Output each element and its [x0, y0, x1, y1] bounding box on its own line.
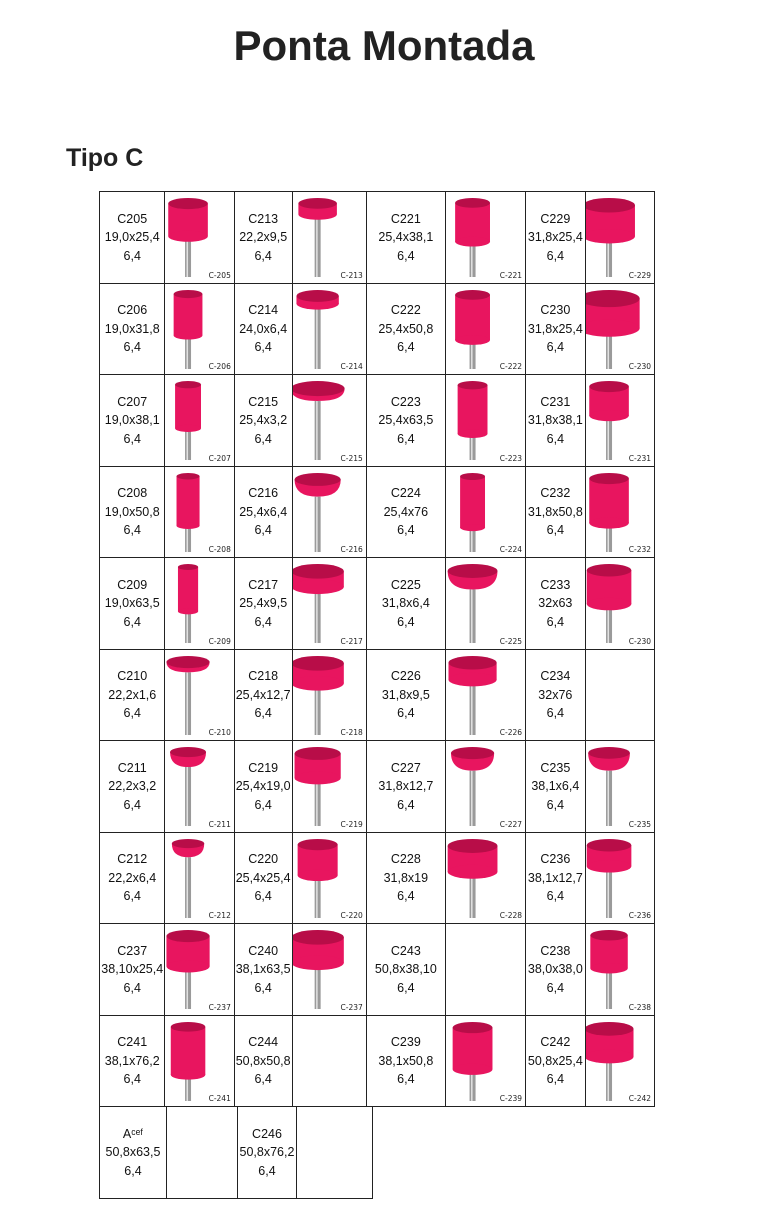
spec-code: C230 — [540, 303, 571, 317]
spec-dim: 19,0x63,5 — [104, 596, 160, 610]
spec-dim: 31,8x12,7 — [378, 779, 434, 793]
image-code-label: C-226 — [499, 728, 523, 737]
image-code-label: C-214 — [340, 362, 363, 371]
spec-code: C216 — [248, 486, 279, 500]
spec-shank: 6,4 — [546, 523, 565, 537]
image-cell — [585, 191, 655, 284]
image-code-label: C-212 — [208, 911, 231, 920]
spec-dim: 25,4x25,4 — [235, 870, 291, 885]
image-code-label: C-225 — [499, 636, 523, 646]
spec-dim: 31,8x25,4 — [527, 230, 583, 244]
spec-code: C213 — [248, 211, 279, 226]
spec-dim: 38,1x76,2 — [104, 1053, 160, 1068]
spec-dim: 22,2x1,6 — [108, 687, 157, 702]
spec-cell — [525, 923, 586, 1016]
spec-cell — [234, 923, 293, 1016]
spec-dim: 38,1x63,5 — [235, 962, 291, 976]
mounted-point-icon — [165, 924, 233, 1015]
spec-code: C224 — [390, 486, 421, 500]
spec-code: C240 — [248, 943, 279, 958]
spec-dim: 38,1x50,8 — [378, 1053, 434, 1068]
mounted-point-icon — [586, 192, 654, 283]
spec-cell — [366, 466, 446, 559]
image-code-label: C-227 — [499, 819, 523, 829]
spec-cell — [525, 466, 586, 559]
spec-code: C225 — [390, 577, 421, 592]
mounted-point-icon — [293, 375, 366, 466]
mounted-point-icon — [586, 558, 654, 649]
spec-cell — [99, 1015, 165, 1108]
spec-shank: 6,4 — [123, 340, 141, 354]
spec-shank: 6,4 — [546, 797, 565, 812]
spec-code: C214 — [248, 303, 279, 317]
spec-cell — [234, 1015, 293, 1108]
image-code-label: C-207 — [208, 453, 231, 463]
image-cell — [445, 1015, 526, 1108]
spec-shank: 6,4 — [397, 340, 415, 354]
spec-shank: 6,4 — [397, 1072, 415, 1086]
image-cell — [164, 283, 234, 376]
spec-dim: 32x76 — [538, 687, 573, 702]
mounted-point-icon — [293, 741, 366, 832]
spec-code: C241 — [117, 1035, 148, 1049]
image-code-label: C-241 — [208, 1094, 231, 1103]
spec-dim: 31,8x19 — [383, 870, 429, 885]
spec-code: C209 — [117, 577, 148, 592]
mounted-point-icon — [165, 741, 233, 832]
spec-shank: 6,4 — [254, 431, 272, 446]
image-code-label: C-230 — [628, 362, 652, 371]
spec-dim: 22,2x9,5 — [239, 230, 288, 244]
spec-code: C226 — [390, 669, 421, 683]
mounted-point-icon — [586, 375, 654, 466]
image-code-label: C-231 — [628, 453, 652, 463]
spec-code: C233 — [540, 577, 571, 592]
mounted-point-icon — [446, 833, 525, 924]
spec-dim: 25,4x19,0 — [235, 779, 291, 793]
image-cell — [164, 557, 234, 650]
spec-cell — [366, 1015, 446, 1108]
image-cell — [164, 740, 234, 833]
image-cell — [292, 923, 367, 1016]
spec-cell — [234, 740, 293, 833]
spec-shank: 6,4 — [124, 1163, 142, 1178]
spec-code: C221 — [390, 211, 421, 226]
spec-cell — [99, 1106, 167, 1199]
spec-shank: 6,4 — [546, 614, 565, 629]
mounted-point-icon — [293, 192, 366, 283]
spec-dim: 50,8x63,5 — [105, 1145, 161, 1159]
spec-code: C234 — [540, 669, 571, 683]
image-cell — [292, 374, 367, 467]
image-cell — [585, 923, 655, 1016]
spec-code: C236 — [540, 852, 571, 866]
spec-cell — [366, 649, 446, 742]
spec-dim: 19,0x38,1 — [104, 413, 160, 427]
image-cell — [292, 191, 367, 284]
mounted-point-icon — [165, 192, 233, 283]
spec-cell — [99, 649, 165, 742]
spec-shank: 6,4 — [546, 889, 565, 903]
image-cell — [585, 740, 655, 833]
mounted-point-icon — [293, 467, 366, 558]
spec-code: C215 — [248, 394, 279, 409]
image-cell — [292, 740, 367, 833]
image-cell — [292, 832, 367, 925]
spec-shank: 6,4 — [397, 797, 415, 812]
spec-cell — [234, 191, 293, 284]
spec-cell — [366, 740, 446, 833]
spec-cell — [99, 832, 165, 925]
mounted-point-icon — [446, 741, 525, 832]
spec-shank: 6,4 — [123, 797, 141, 812]
spec-cell — [234, 649, 293, 742]
spec-dim: 25,4x3,2 — [239, 413, 288, 427]
image-cell — [585, 832, 655, 925]
image-cell — [445, 374, 526, 467]
spec-dim: 31,8x25,4 — [527, 321, 583, 336]
mounted-point-icon — [165, 467, 233, 558]
spec-dim: 25,4x9,5 — [239, 596, 288, 610]
image-code-label: C-229 — [628, 270, 652, 280]
spec-shank: 6,4 — [123, 980, 141, 995]
spec-cell — [99, 191, 165, 284]
spec-cell — [525, 191, 586, 284]
table-row — [100, 1107, 655, 1199]
spec-cell — [525, 1015, 586, 1108]
spec-code: C206 — [117, 303, 148, 317]
spec-cell — [525, 557, 586, 650]
image-code-label: C-230 — [628, 636, 652, 646]
image-cell — [164, 374, 234, 467]
spec-dim: 50,8x50,8 — [235, 1053, 291, 1068]
spec-code: C210 — [117, 669, 148, 683]
spec-shank: 6,4 — [397, 706, 415, 720]
image-cell — [164, 191, 234, 284]
image-code-label: C-217 — [340, 636, 363, 646]
spec-cell — [366, 283, 446, 376]
spec-cell — [99, 283, 165, 376]
spec-dim: 19,0x25,4 — [104, 230, 160, 244]
spec-shank: 6,4 — [546, 248, 565, 263]
spec-code: C246 — [252, 1126, 282, 1141]
spec-shank: 6,4 — [123, 248, 141, 263]
image-cell — [166, 1106, 238, 1199]
spec-cell — [99, 923, 165, 1016]
spec-dim: 22,2x3,2 — [108, 779, 157, 793]
spec-shank: 6,4 — [397, 431, 415, 446]
spec-shank: 6,4 — [546, 706, 565, 720]
spec-dim: 31,8x6,4 — [381, 596, 430, 610]
spec-code: C227 — [390, 760, 421, 775]
spec-cell — [525, 283, 586, 376]
mounted-point-icon — [293, 924, 366, 1015]
image-cell — [585, 1015, 655, 1108]
image-cell — [296, 1106, 373, 1199]
image-code-label: C-213 — [340, 270, 363, 280]
image-cell — [164, 832, 234, 925]
mounted-point-icon — [446, 1016, 525, 1107]
spec-shank: 6,4 — [254, 248, 272, 263]
spec-shank: 6,4 — [258, 1163, 276, 1178]
spec-code: C232 — [540, 486, 571, 500]
table-row — [100, 467, 655, 559]
table-row — [100, 375, 655, 467]
spec-dim: 50,8x25,4 — [527, 1053, 583, 1068]
spec-cell — [366, 923, 446, 1016]
spec-shank: 6,4 — [546, 431, 565, 446]
spec-code: C208 — [117, 486, 148, 500]
image-cell — [445, 466, 526, 559]
image-code-label: C-228 — [499, 911, 523, 920]
spec-cell — [525, 649, 586, 742]
spec-code: C212 — [117, 852, 148, 866]
image-cell — [585, 557, 655, 650]
mounted-point-icon — [586, 284, 654, 375]
spec-shank: 6,4 — [397, 523, 415, 537]
image-code-label: C-215 — [340, 453, 363, 463]
spec-code: C223 — [390, 394, 421, 409]
mounted-point-icon — [586, 833, 654, 924]
spec-shank: 6,4 — [254, 980, 272, 995]
image-cell — [292, 283, 367, 376]
spec-shank: 6,4 — [546, 340, 565, 354]
mounted-point-icon — [446, 284, 525, 375]
product-table — [100, 192, 655, 1199]
spec-cell — [234, 466, 293, 559]
spec-code: C211 — [117, 760, 147, 775]
image-cell — [164, 466, 234, 559]
spec-cell — [525, 740, 586, 833]
image-code-label: C-237 — [340, 1002, 363, 1012]
spec-code: C229 — [540, 211, 571, 226]
image-cell — [445, 283, 526, 376]
spec-dim: 38,10x25,4 — [101, 962, 164, 976]
page-title: Ponta Montada — [233, 22, 535, 69]
image-code-label: C-242 — [628, 1094, 652, 1103]
spec-dim: 25,4x12,7 — [235, 687, 291, 702]
spec-dim: 24,0x6,4 — [239, 321, 288, 336]
spec-dim: 32x63 — [538, 596, 573, 610]
image-cell — [445, 832, 526, 925]
spec-code: C205 — [117, 211, 148, 226]
spec-shank: 6,4 — [123, 614, 141, 629]
spec-cell — [99, 557, 165, 650]
mounted-point-icon — [586, 741, 654, 832]
spec-dim: 25,4x50,8 — [378, 321, 434, 336]
image-cell — [292, 1015, 367, 1108]
table-row — [100, 924, 655, 1016]
image-code-label: C-222 — [499, 362, 523, 371]
spec-shank: 6,4 — [397, 980, 415, 995]
spec-code: C219 — [248, 760, 279, 775]
spec-shank: 6,4 — [546, 1072, 565, 1086]
mounted-point-icon — [446, 558, 525, 649]
image-code-label: C-239 — [499, 1094, 523, 1103]
spec-cell — [366, 557, 446, 650]
spec-cell — [234, 374, 293, 467]
mounted-point-icon — [446, 467, 525, 558]
image-cell — [292, 557, 367, 650]
spec-shank: 6,4 — [123, 706, 141, 720]
spec-dim: 50,8x38,10 — [374, 962, 437, 976]
image-cell — [445, 649, 526, 742]
spec-code: C217 — [248, 577, 279, 592]
image-code-label: C-205 — [208, 270, 231, 280]
image-cell — [585, 374, 655, 467]
mounted-point-icon — [586, 924, 654, 1015]
spec-dim: 31,8x9,5 — [381, 687, 430, 702]
image-cell — [164, 649, 234, 742]
image-code-label: C-238 — [628, 1002, 652, 1012]
spec-code: C231 — [540, 394, 571, 409]
spec-shank: 6,4 — [254, 706, 272, 720]
spec-dim: 25,4x63,5 — [378, 413, 434, 427]
image-code-label: C-236 — [628, 911, 652, 920]
spec-code: C239 — [390, 1035, 421, 1049]
image-cell — [292, 466, 367, 559]
spec-cell — [234, 832, 293, 925]
image-code-label: C-209 — [208, 636, 231, 646]
spec-shank: 6,4 — [546, 980, 565, 995]
image-code-label: C-223 — [499, 453, 523, 463]
spec-cell — [525, 832, 586, 925]
spec-dim: 50,8x76,2 — [239, 1145, 295, 1159]
spec-dim: 19,0x50,8 — [104, 504, 160, 519]
mounted-point-icon — [446, 650, 525, 741]
spec-cell — [99, 374, 165, 467]
spec-dim: 38,1x6,4 — [531, 779, 580, 793]
spec-dim: 31,8x38,1 — [527, 413, 583, 427]
image-code-label: C-219 — [340, 819, 363, 829]
mounted-point-icon — [165, 558, 233, 649]
spec-dim: 19,0x31,8 — [104, 321, 160, 336]
spec-dim: 25,4x6,4 — [239, 504, 288, 519]
spec-shank: 6,4 — [397, 614, 415, 629]
mounted-point-icon — [293, 833, 366, 924]
mounted-point-icon — [446, 192, 525, 283]
image-code-label: C-210 — [208, 728, 231, 737]
spec-cell — [237, 1106, 297, 1199]
image-cell — [585, 466, 655, 559]
image-cell — [445, 191, 526, 284]
image-cell — [164, 923, 234, 1016]
table-row — [100, 284, 655, 376]
spec-cell — [234, 283, 293, 376]
mounted-point-icon — [165, 650, 233, 741]
image-cell — [292, 649, 367, 742]
image-code-label: C-235 — [628, 819, 652, 829]
image-cell — [585, 649, 655, 742]
spec-code: C244 — [248, 1035, 279, 1049]
mounted-point-icon — [165, 375, 233, 466]
spec-code: C243 — [390, 943, 421, 958]
mounted-point-icon — [165, 833, 233, 924]
spec-dim: 22,2x6,4 — [108, 870, 157, 885]
spec-dim: 31,8x50,8 — [527, 504, 583, 519]
mounted-point-icon — [586, 467, 654, 558]
spec-cell — [366, 374, 446, 467]
image-cell — [164, 1015, 234, 1108]
spec-code: C242 — [540, 1035, 571, 1049]
spec-shank: 6,4 — [123, 431, 141, 446]
spec-shank: 6,4 — [254, 1072, 272, 1086]
spec-shank: 6,4 — [254, 889, 272, 903]
spec-code: C228 — [390, 852, 421, 866]
spec-cell — [366, 191, 446, 284]
spec-code: C207 — [117, 394, 148, 409]
spec-shank: 6,4 — [123, 889, 141, 903]
spec-cell — [366, 832, 446, 925]
spec-dim: 38,1x12,7 — [527, 870, 583, 885]
image-code-label: C-211 — [208, 819, 231, 829]
image-cell — [445, 740, 526, 833]
spec-code: C238 — [540, 943, 571, 958]
spec-cell — [99, 740, 165, 833]
table-row — [100, 1016, 655, 1108]
mounted-point-icon — [293, 558, 366, 649]
table-row — [100, 558, 655, 650]
spec-shank: 6,4 — [254, 797, 272, 812]
table-row — [100, 650, 655, 742]
spec-cell — [234, 557, 293, 650]
image-cell — [445, 557, 526, 650]
spec-shank: 6,4 — [123, 1072, 141, 1086]
spec-cell — [99, 466, 165, 559]
image-code-label: C-232 — [628, 545, 652, 554]
image-code-label: C-218 — [340, 728, 363, 737]
image-code-label: C-237 — [208, 1002, 231, 1012]
spec-code: C218 — [248, 669, 279, 683]
image-code-label: C-206 — [208, 362, 231, 371]
spec-cell — [525, 374, 586, 467]
image-cell — [445, 923, 526, 1016]
section-title: Tipo C — [66, 144, 144, 172]
image-code-label: C-221 — [499, 270, 523, 280]
spec-dim: 25,4x76 — [383, 504, 429, 519]
spec-shank: 6,4 — [254, 340, 272, 354]
spec-dim: 25,4x38,1 — [378, 230, 434, 244]
mounted-point-icon — [586, 1016, 654, 1107]
spec-shank: 6,4 — [254, 523, 272, 537]
image-code-label: C-220 — [340, 911, 363, 920]
spec-dim: 38,0x38,0 — [527, 962, 583, 976]
spec-shank: 6,4 — [397, 248, 415, 263]
table-row — [100, 192, 655, 284]
table-row — [100, 741, 655, 833]
mounted-point-icon — [446, 375, 525, 466]
mounted-point-icon — [293, 284, 366, 375]
spec-code: C237 — [117, 943, 148, 958]
mounted-point-icon — [165, 284, 233, 375]
spec-code: C220 — [248, 852, 279, 866]
image-code-label: C-216 — [340, 545, 363, 554]
image-code-label: C-224 — [499, 545, 523, 554]
image-cell — [585, 283, 655, 376]
image-code-label: C-208 — [208, 545, 231, 554]
mounted-point-icon — [165, 1016, 233, 1107]
spec-code: C235 — [540, 760, 571, 775]
spec-shank: 6,4 — [123, 523, 141, 537]
spec-shank: 6,4 — [254, 614, 272, 629]
table-row — [100, 833, 655, 925]
mounted-point-icon — [293, 650, 366, 741]
spec-code: Aᶜᵉᶠ — [122, 1126, 144, 1141]
spec-shank: 6,4 — [397, 889, 415, 903]
spec-code: C222 — [390, 303, 421, 317]
